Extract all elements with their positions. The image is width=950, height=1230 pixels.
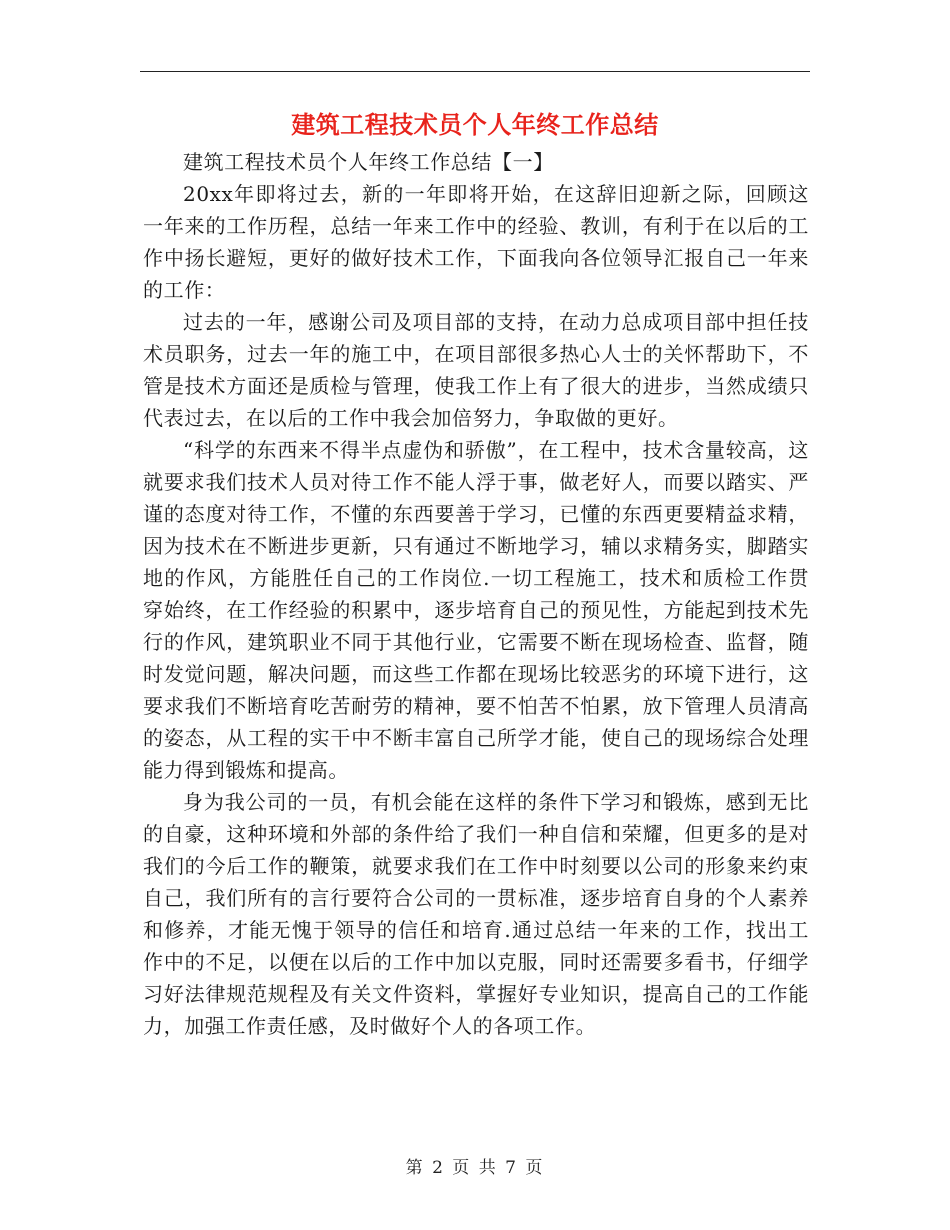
paragraph: 身为我公司的一员，有机会能在这样的条件下学习和锻炼，感到无比的自豪，这种环境和外部的条件给了我们一种自信和荣耀，但更多的是对我们的今后工作的鞭策，就要求我们在工作中时刻要以公司的形象来约束自己，我们所有的言行要符合公司的一贯标准，逐步培育自身的个人素养和修养，才能无愧于领导的信任和培育.通过总结一年来的工作，找出工作中的不足，以便在以后的工作中加以克服，同时还需要多看书，仔细学习好法律规范规程及有关文件资料，掌握好专业知识，提高自己的工作能力，加强工作责任感，及时做好个人的各项工作。 <box>143 790 809 1038</box>
page-number-footer: 第 2 页 共 7 页 <box>405 1158 545 1178</box>
paragraph: 过去的一年，感谢公司及项目部的支持，在动力总成项目部中担任技术员职务，过去一年的施工中，在项目部很多热心人士的关怀帮助下，不管是技术方面还是质检与管理，使我工作上有了很大的进步，当然成绩只代表过去，在以后的工作中我会加倍努力，争取做的更好。 <box>143 310 809 430</box>
document-title: 建筑工程技术员个人年终工作总结 <box>291 111 659 139</box>
paragraph: “科学的东西来不得半点虚伪和骄傲”，在工程中，技术含量较高，这就要求我们技术人员对待工作不能人浮于事，做老好人，而要以踏实、严谨的态度对待工作，不懂的东西要善于学习，已懂的东西更要精益求精，因为技术在不断进步更新，只有通过不断地学习，辅以求精务实，脚踏实地的作风，方能胜任自己的工作岗位.一切工程施工，技术和质检工作贯穿始终，在工作经验的积累中，逐步培育自己的预见性，方能起到技术先行的作风，建筑职业不同于其他行业，它需要不断在现场检查、监督，随时发觉问题，解决问题，而这些工作都在现场比较恶劣的环境下进行，这要求我们不断培育吃苦耐劳的精神，要不怕苦不怕累，放下管理人员清高的姿态，从工程的实干中不断丰富自己所学才能，使自己的现场综合处理能力得到锻炼和提高。 <box>143 438 809 782</box>
section-heading: 建筑工程技术员个人年终工作总结【一】 <box>183 150 554 174</box>
paragraph: 20xx年即将过去，新的一年即将开始，在这辞旧迎新之际，回顾这一年来的工作历程，总结一年来工作中的经验、教训，有利于在以后的工作中扬长避短，更好的做好技术工作，下面我向各位领导汇报自己一年来的工作： <box>143 182 809 302</box>
header-rule <box>140 71 810 72</box>
document-body <box>143 146 809 1042</box>
